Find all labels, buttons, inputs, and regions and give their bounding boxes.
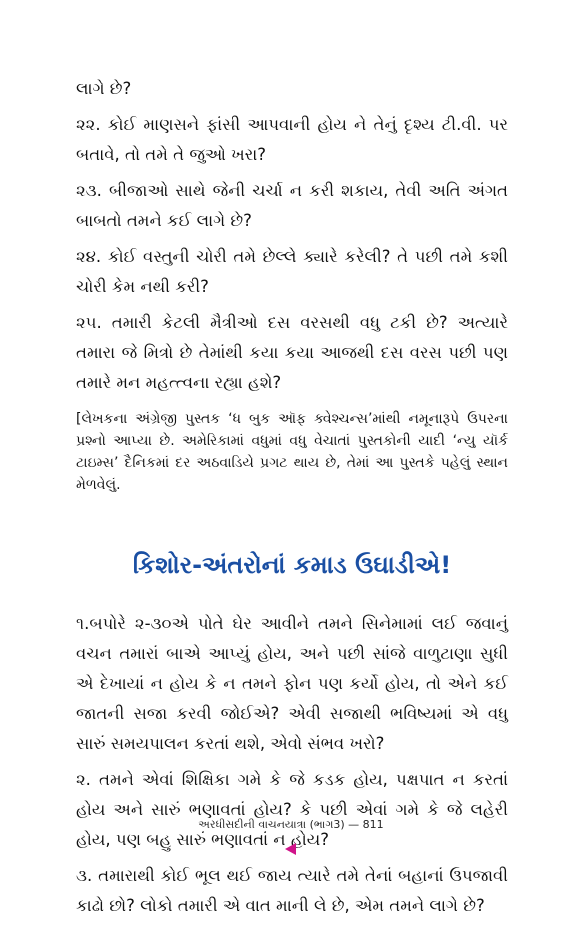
previous-page-arrow-icon[interactable]	[285, 843, 296, 855]
question-24: ૨૪. કોઈ વસ્તુની ચોરી તમે છેલ્લે ક્યારે કરેલી? તે પછી તમે કશી ચોરી કેમ નથી કરી?	[76, 247, 508, 296]
page-footer: અરધીસદીની વાચનયાત્રા (ભાગ3) — 811	[198, 818, 384, 831]
question-1: ૧.બપોરે ૨-૩૦એ પોતે ઘેર આવીને તમને સિનેમામાં લઈ જવાનું વચન તમારાં બાએ આપ્યું હોય, અને પછી સાંજે વાળુટાણા સુધી એ દેખાયાં ન હોય કે ન તમને ફોન પણ કર્યો હોય, તો એને કઈ જાતની સજા કરવી જોઈએ? એવી સજાથી ભવિષ્યમાં એ વધુ સારું સમયપાલન કરતાં થશે, એવો સંભવ ખરો?	[76, 614, 508, 753]
question-2: ૨. તમને એવાં શિક્ષિકા ગમે કે જે કડક હોય, પક્ષપાત ન કરતાં હોય અને સારું ભણાવતાં હોય? કે પછી એવાં ગમે કે જે લહેરી હોય, પણ બહુ સારું ભણાવતાં ન હોય?	[76, 770, 508, 849]
question-23: ૨૩. બીજાઓ સાથે જેની ચર્ચા ન કરી શકાય, તેવી અતિ અંગત બાબતો તમને કઈ લાગે છે?	[76, 181, 508, 230]
paragraph-continuation: લાગે છે?	[76, 79, 132, 98]
page-content	[76, 74, 508, 927]
section-heading: કિશોર-અંતરોનાં કમાડ ઉઘાડીએ!	[132, 551, 452, 579]
editorial-note: [લેખકના અંગ્રેજી પુસ્તક ‘ધ બુક ઑફ ક્વેશ્ચન્સ’માંથી નમૂનારૂપે ઉપરના પ્રશ્નો આપ્યા છે. અમેરિકામાં વધુમાં વધુ વેચાતાં પુસ્તકોની યાદી ‘ન્યુ યૉર્ક ટાઇમ્સ’ દૈનિકમાં દર અઠવાડિયે પ્રગટ થાય છે, તેમાં આ પુસ્તકે પહેલું સ્થાન મેળવેલું.	[76, 411, 508, 493]
question-22: ૨૨. કોઈ માણસને ફાંસી આપવાની હોય ને તેનું દૃશ્ય ટી.વી. પર બતાવે, તો તમે તે જુઓ ખરા?	[76, 115, 508, 164]
question-3: ૩. તમારાથી કોઈ ભૂલ થઈ જાય ત્યારે તમે તેનાં બહાનાં ઉપજાવી કાઢો છો? લોકો તમારી એ વાત માની લે છે, એમ તમને લાગે છે?	[76, 866, 508, 915]
question-25: ૨૫. તમારી કેટલી મૈત્રીઓ દસ વરસથી વધુ ટકી છે? અત્યારે તમારા જે મિત્રો છે તેમાંથી કયા કયા આજથી દસ વરસ પછી પણ તમારે મન મહત્ત્વના રહ્યા હશે?	[76, 313, 508, 392]
